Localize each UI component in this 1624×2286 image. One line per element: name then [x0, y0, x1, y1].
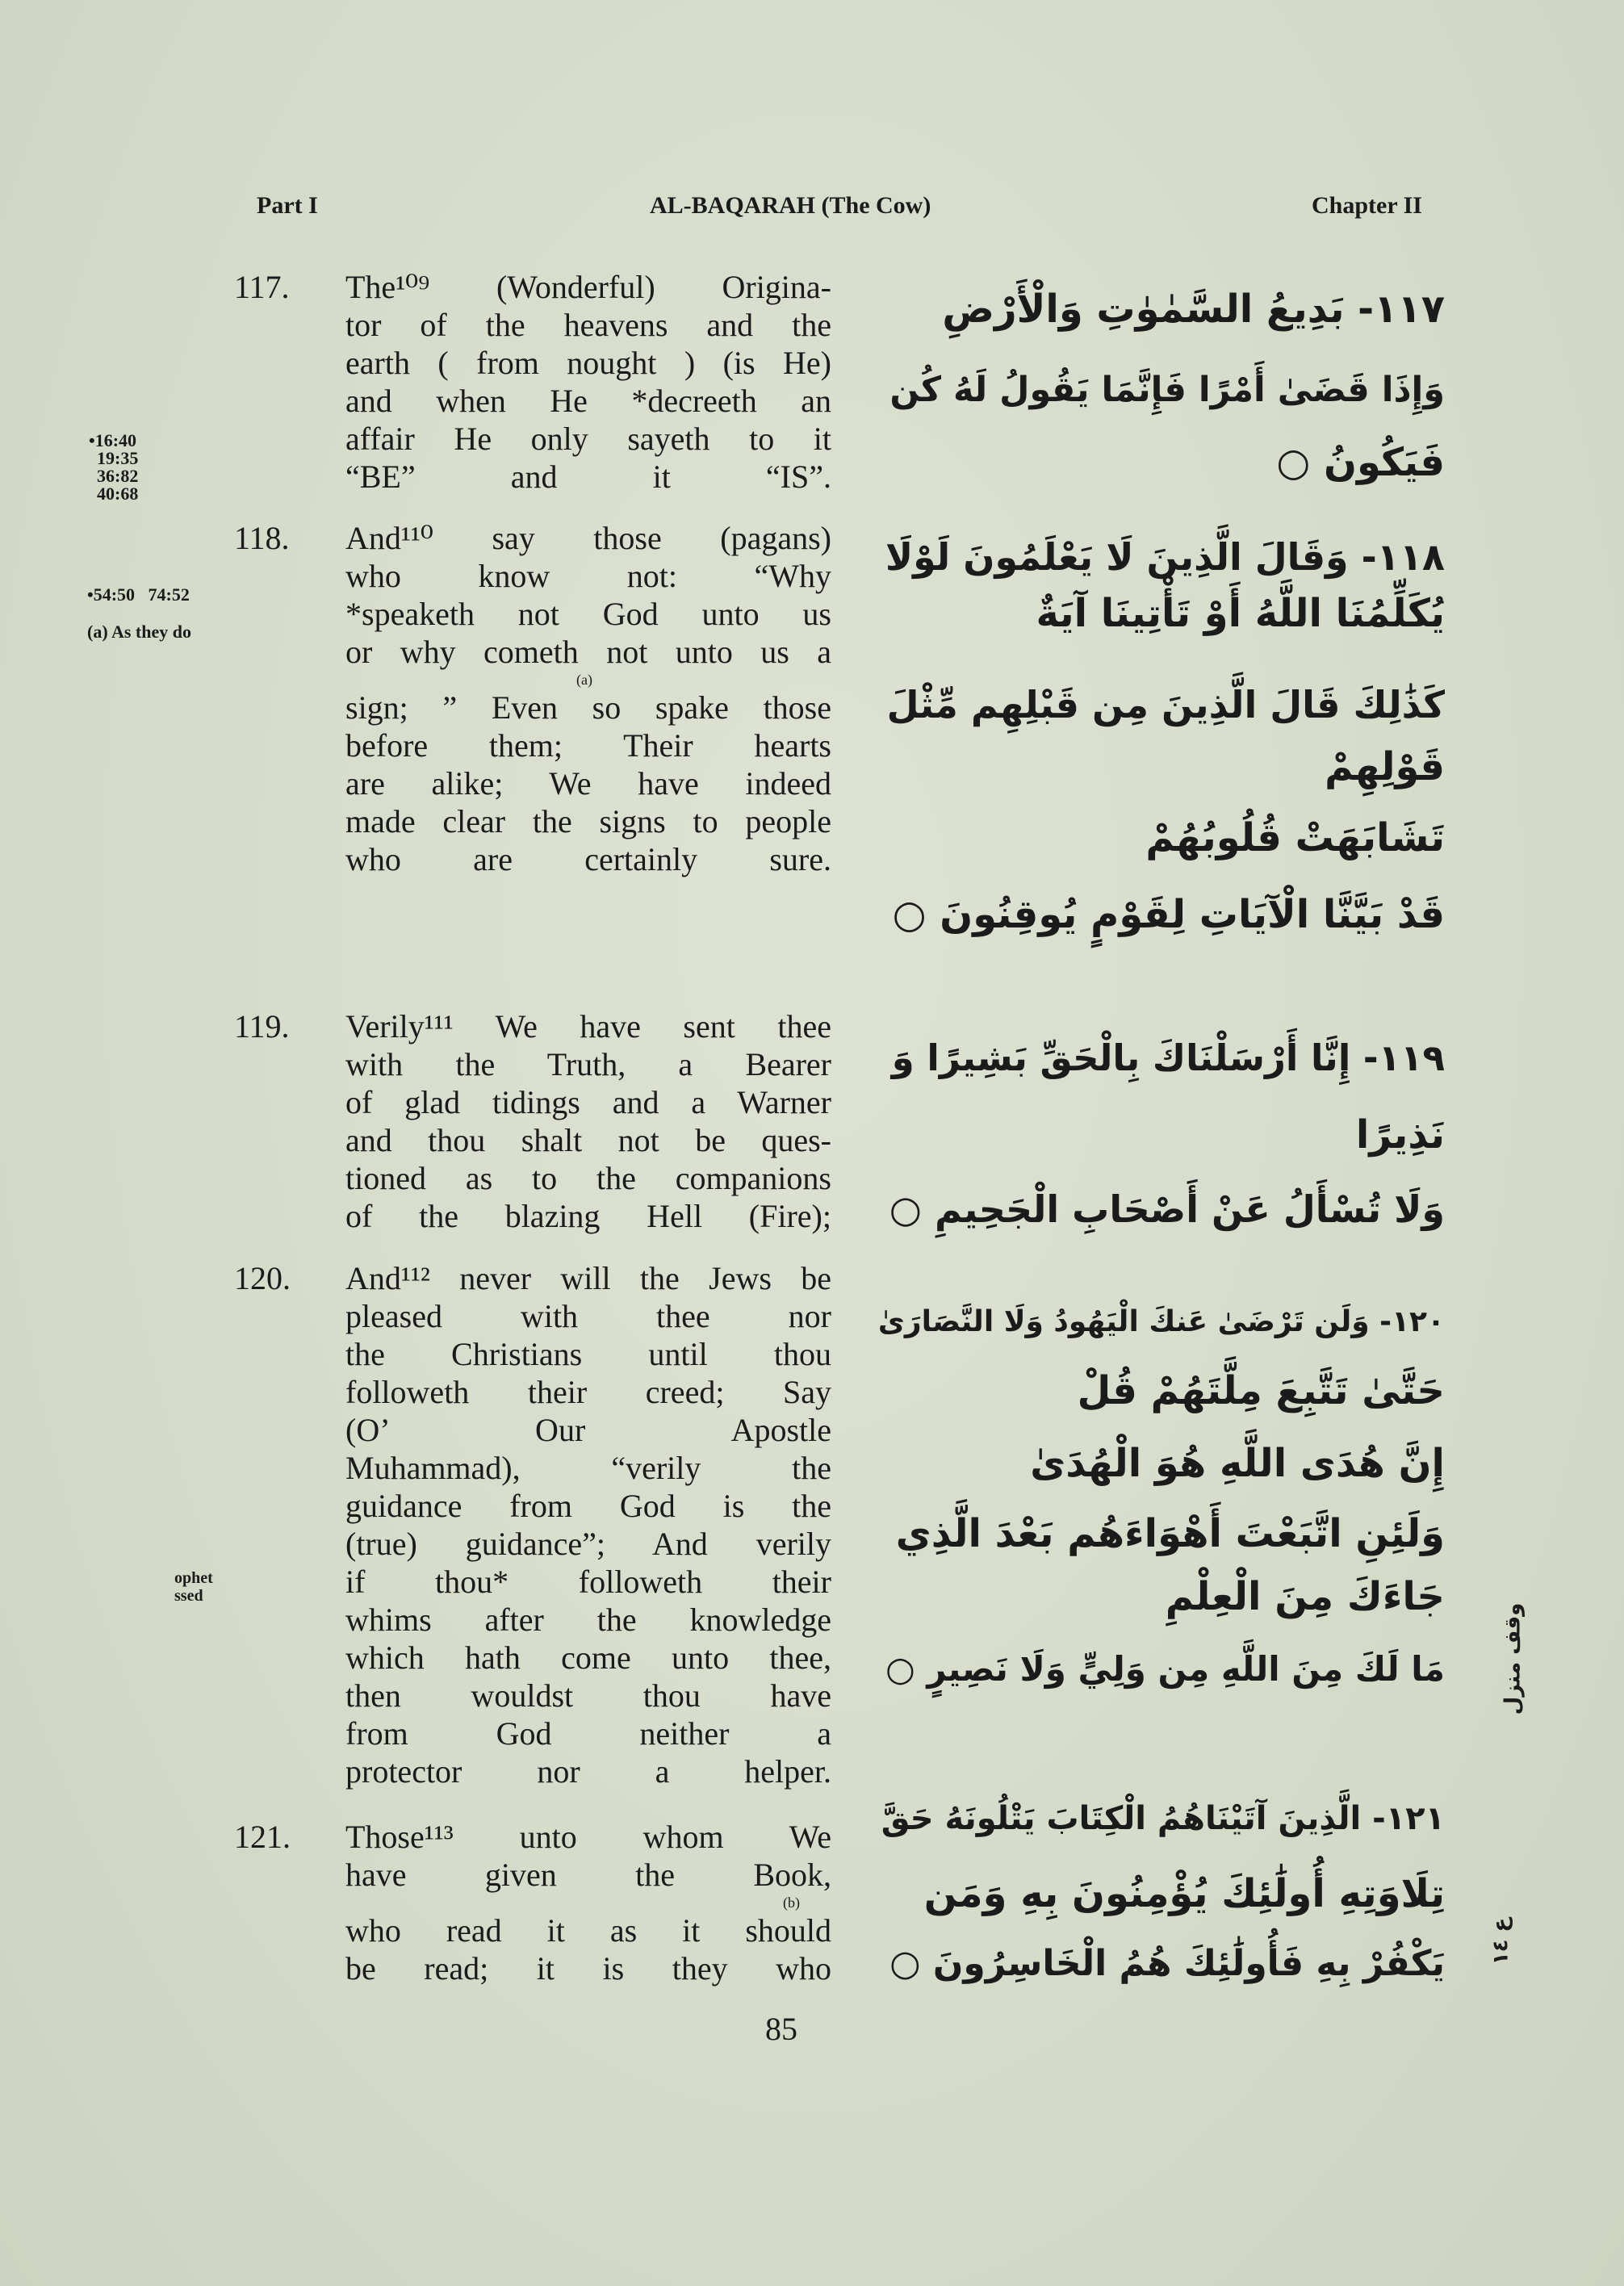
arabic-line: يُكَلِّمُنَا اللَّهُ أَوْ تَأْتِينَا آيَةٌ [1036, 591, 1445, 636]
translation-line: then wouldst thou have [345, 1677, 831, 1714]
arabic-line: تِلَاوَتِهِ أُولَٰئِكَ يُؤْمِنُونَ بِهِ وَمَن [923, 1871, 1445, 1916]
margin-note-a: (a) As they do [87, 622, 191, 642]
verse-number: 119. [234, 1008, 290, 1045]
translation-line: are alike; We have indeed [345, 765, 831, 802]
translation-line: from God neither a [345, 1715, 831, 1752]
verse-translation [345, 519, 831, 878]
arabic-line: ١٢١- الَّذِينَ آتَيْنَاهُمُ الْكِتَابَ يَتْلُونَهُ حَقَّ [881, 1800, 1445, 1837]
translation-line: or why cometh not unto us a [345, 634, 831, 670]
arabic-line: ١١٨- وَقَالَ الَّذِينَ لَا يَعْلَمُونَ لَوْلَا [885, 535, 1445, 579]
arabic-line: وَلَئِنِ اتَّبَعْتَ أَهْوَاءَهُم بَعْدَ الَّذِي [895, 1511, 1445, 1556]
translation-line: the Christians until thou [345, 1336, 831, 1372]
translation-line: made clear the signs to people [345, 803, 831, 839]
translation-line: of glad tidings and a Warner [345, 1084, 831, 1120]
verse-number: 118. [234, 520, 290, 556]
translation-line: before them; Their hearts [345, 727, 831, 764]
cut-note-line: ophet [174, 1569, 213, 1587]
translation-line: of the blazing Hell (Fire); [345, 1198, 831, 1234]
translation-line: and when He *decreeth an [345, 383, 831, 419]
verse-translation [345, 1259, 831, 1790]
translation-line: who know not: “Why [345, 558, 831, 594]
header-part: Part I [257, 192, 318, 219]
translation-line: Verily¹¹¹ We have sent thee [345, 1008, 831, 1045]
cross-ref: •16:40 [89, 430, 137, 450]
margin-arabic-upper: وقف منزل [1501, 1602, 1526, 1715]
cross-ref: 36:82 [97, 466, 139, 486]
arabic-line: نَذِيرًا [1355, 1112, 1445, 1158]
arabic-line: فَيَكُونُ ○ [1276, 440, 1445, 485]
verse-translation [345, 268, 831, 496]
translation-line: affair He only sayeth to it [345, 421, 831, 457]
translation-line: earth ( from nought ) (is He) [345, 345, 831, 381]
margin-note-cut [174, 1569, 213, 1605]
translation-line: have given the Book, [345, 1857, 831, 1893]
verse-translation [345, 1818, 831, 1987]
translation-line: *speaketh not God unto us [345, 596, 831, 632]
arabic-line: كَذَٰلِكَ قَالَ الَّذِينَ مِن قَبْلِهِم مِّثْلَ [886, 683, 1445, 726]
translation-line: Those¹¹³ unto whom We [345, 1819, 831, 1855]
verse-number: 117. [234, 269, 290, 305]
translation-line: The¹⁰⁹ (Wonderful) Origina- [345, 269, 831, 305]
translation-line: (true) guidance”; And verily [345, 1526, 831, 1562]
translation-line: pleased with thee nor [345, 1298, 831, 1334]
arabic-line: قَوْلِهِمْ [1325, 744, 1445, 789]
translation-line: who read it as it should [345, 1912, 831, 1949]
header-title: AL-BAQARAH (The Cow) [650, 192, 931, 219]
translation-line: with the Truth, a Bearer [345, 1046, 831, 1082]
verse-number: 121. [234, 1819, 291, 1855]
translation-line: Muhammad), “verily the [345, 1450, 831, 1486]
arabic-line: مَا لَكَ مِنَ اللَّهِ مِن وَلِيٍّ وَلَا نَصِيرٍ ○ [885, 1649, 1445, 1689]
arabic-line: وَلَا تُسْأَلُ عَنْ أَصْحَابِ الْجَحِيمِ ○ [889, 1187, 1445, 1231]
arabic-line: إِنَّ هُدَى اللَّهِ هُوَ الْهُدَىٰ [1030, 1441, 1445, 1486]
arabic-line: ١٢٠- وَلَن تَرْضَىٰ عَنكَ الْيَهُودُ وَلَا النَّصَارَىٰ [877, 1305, 1445, 1338]
translation-line: which hath come unto thee, [345, 1639, 831, 1676]
verse-number: 120. [234, 1260, 291, 1296]
header-chapter: Chapter II [1312, 192, 1422, 219]
cross-references-118: •54:50 74:52 [87, 584, 190, 605]
arabic-line: يَكْفُرْ بِهِ فَأُولَٰئِكَ هُمُ الْخَاسِرُونَ ○ [889, 1943, 1445, 1984]
translation-line: if thou* followeth their [345, 1564, 831, 1600]
translation-line: followeth their creed; Say [345, 1374, 831, 1410]
page-number: 85 [765, 2011, 797, 2047]
arabic-line: ١١٩- إِنَّا أَرْسَلْنَاكَ بِالْحَقِّ بَشِيرًا وَ [891, 1036, 1445, 1079]
cross-ref: 40:68 [97, 484, 139, 504]
translation-line: tor of the heavens and the [345, 307, 831, 343]
translation-line: guidance from God is the [345, 1488, 831, 1524]
translation-line: “BE” and it “IS”. [345, 458, 831, 495]
arabic-line: وَإِذَا قَضَىٰ أَمْرًا فَإِنَّمَا يَقُولُ لَهُ كُن [889, 370, 1445, 410]
translation-line: whims after the knowledge [345, 1601, 831, 1638]
translation-line: (O’ Our Apostle [345, 1412, 831, 1448]
footnote-mark-b: (b) [783, 1895, 800, 1911]
footnote-mark-a: (a) [576, 672, 592, 688]
translation-line: be read; it is they who [345, 1950, 831, 1987]
arabic-line: تَشَابَهَتْ قُلُوبُهُمْ [1145, 815, 1445, 860]
cross-references-117 [89, 432, 138, 503]
arabic-line: جَاءَكَ مِنَ الْعِلْمِ [1165, 1574, 1445, 1619]
translation-line: And¹¹² never will the Jews be [345, 1260, 831, 1296]
cut-note-line: ssed [174, 1587, 203, 1605]
translation-line: who are certainly sure. [345, 841, 831, 877]
arabic-line: قَدْ بَيَّنَّا الْآيَاتِ لِقَوْمٍ يُوقِنُونَ ○ [892, 892, 1445, 937]
translation-line: sign; ” Even so spake those [345, 689, 831, 726]
translation-line: tioned as to the companions [345, 1160, 831, 1196]
arabic-line: ١١٧- بَدِيعُ السَّمٰوٰتِ وَالْأَرْضِ [942, 287, 1445, 332]
translation-line: protector nor a helper. [345, 1753, 831, 1790]
cross-ref: 19:35 [97, 448, 139, 468]
arabic-line: حَتَّىٰ تَتَّبِعَ مِلَّتَهُمْ قُلْ [1077, 1368, 1445, 1413]
translation-line: And¹¹⁰ say those (pagans) [345, 520, 831, 556]
verse-translation [345, 1007, 831, 1235]
margin-arabic-lower: ع ١٤ [1488, 1917, 1513, 1966]
translation-line: and thou shalt not be ques- [345, 1122, 831, 1158]
